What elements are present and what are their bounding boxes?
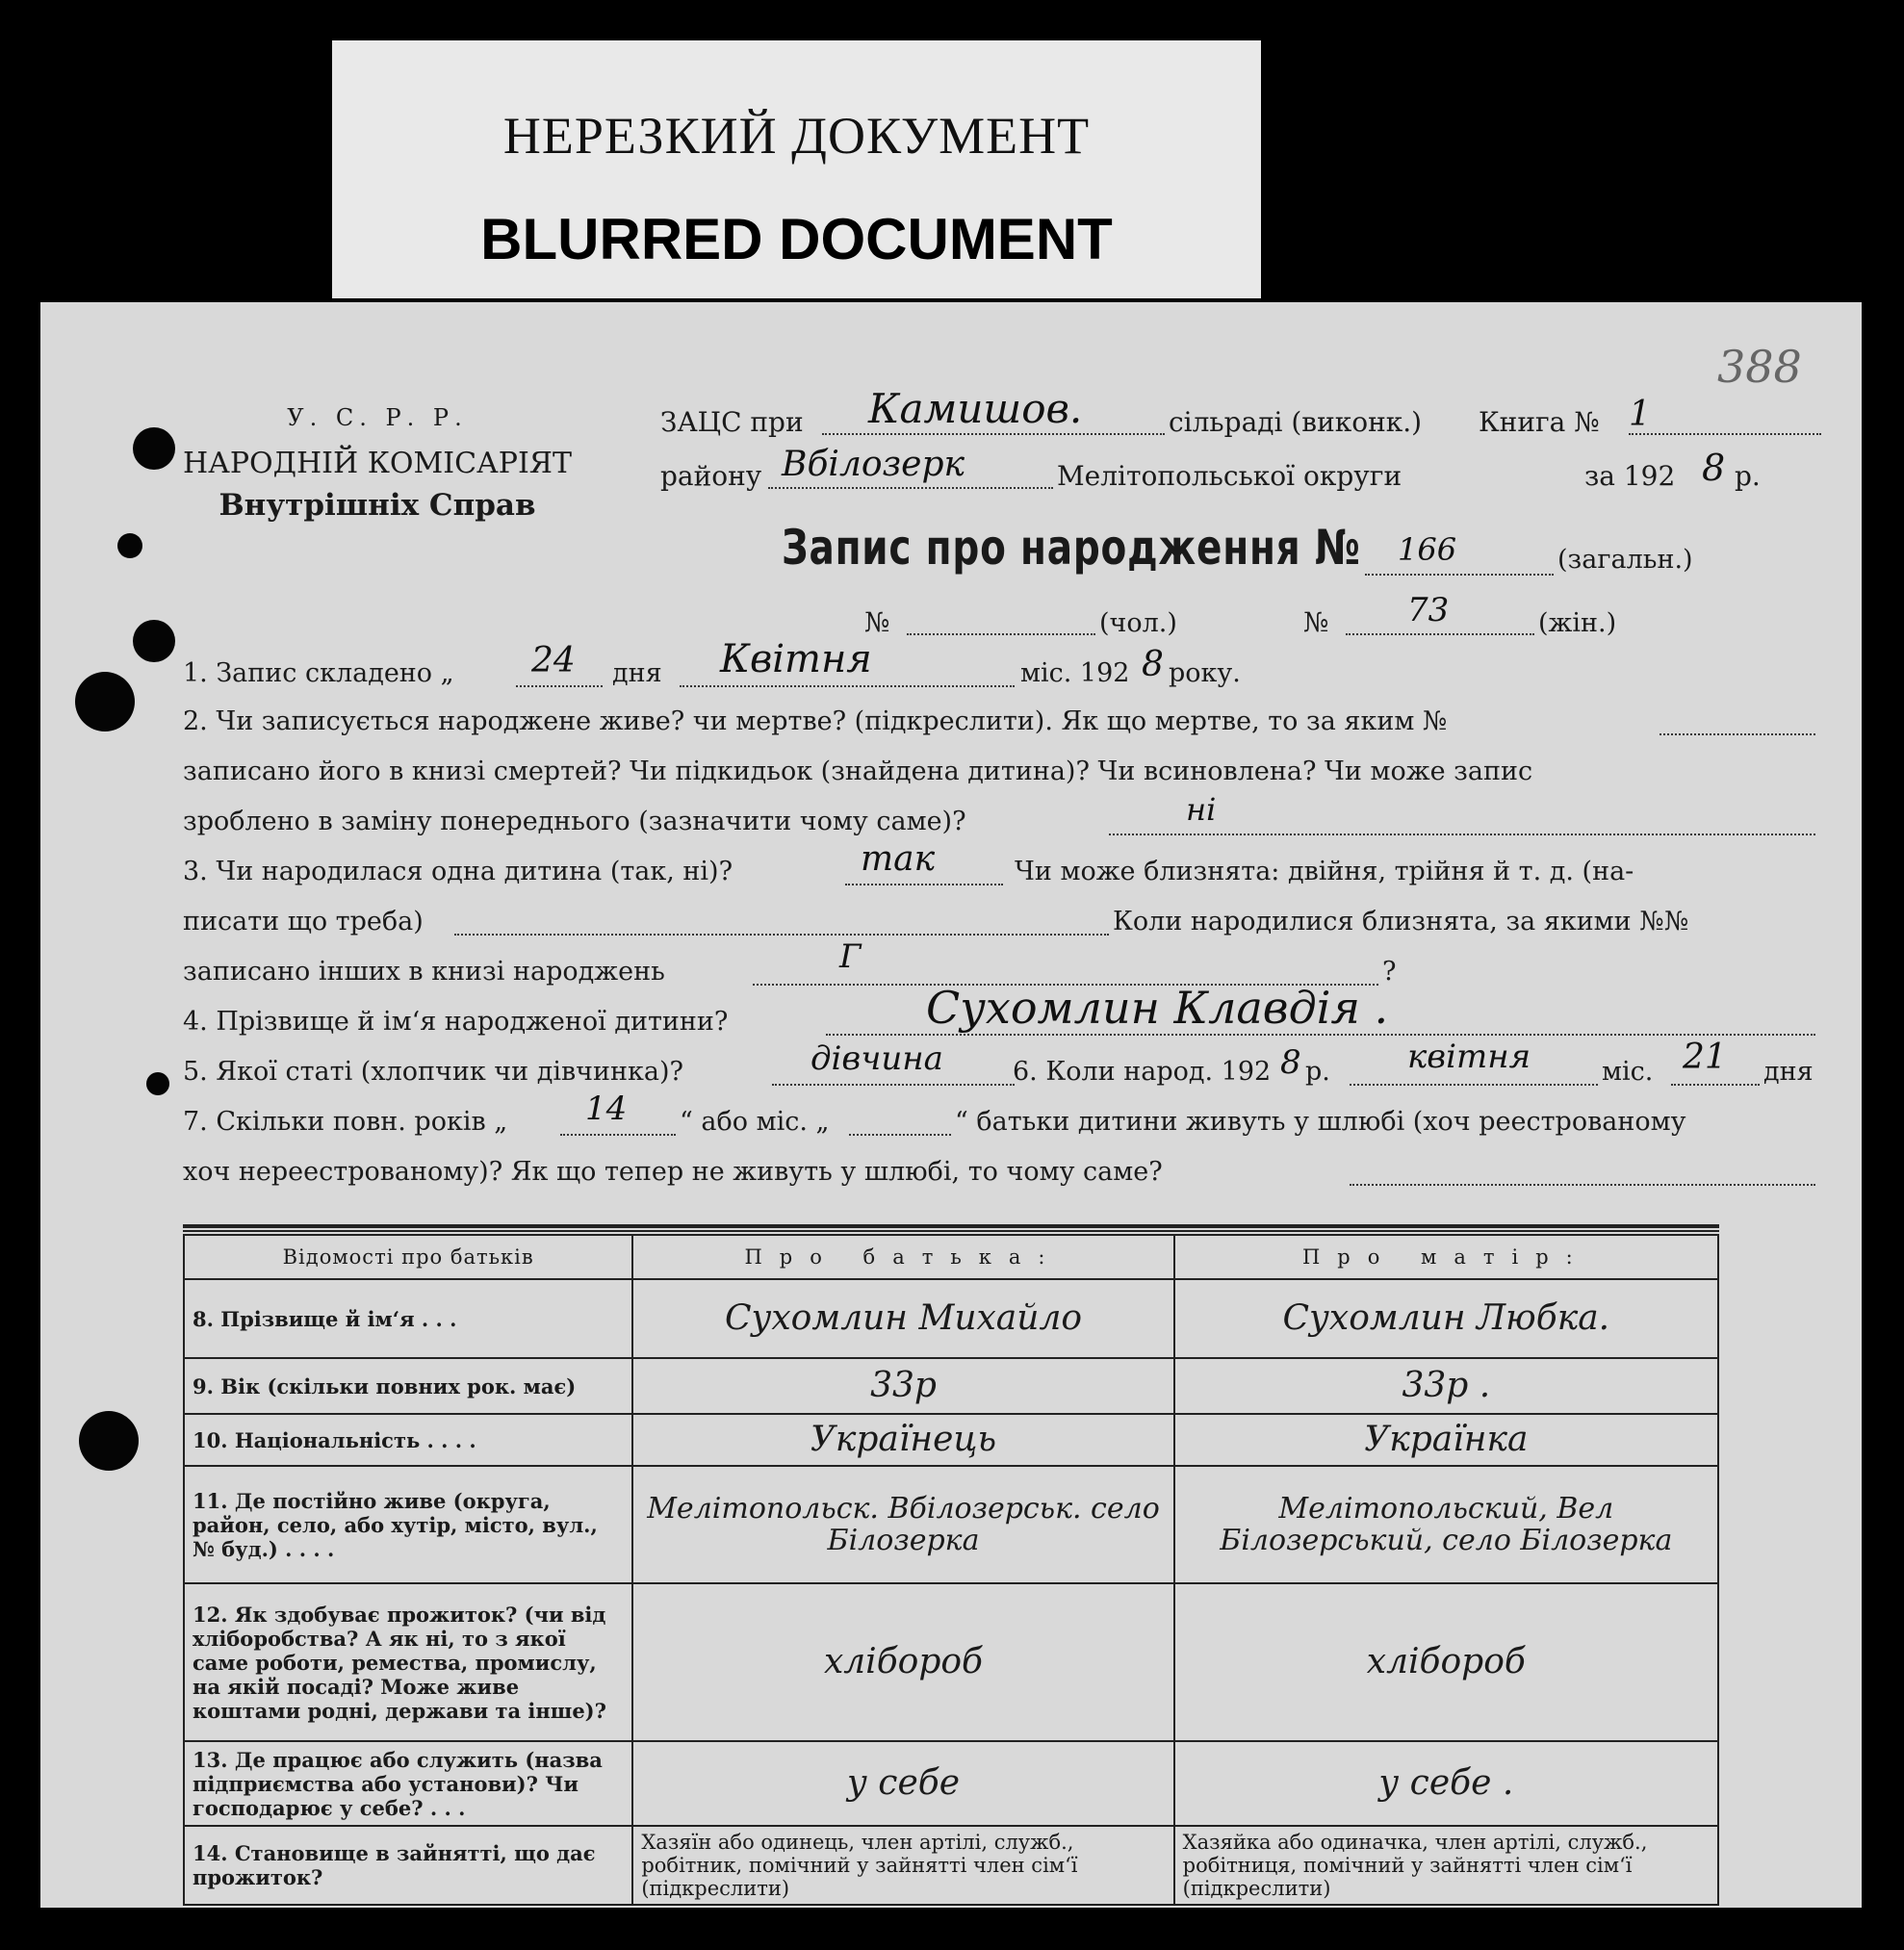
table-row [184,1414,1718,1466]
q4-answer-field [826,1034,1815,1036]
row-question: 10. Національність . . . . [184,1414,632,1466]
q5-answer-field [772,1084,1015,1086]
punch-hole [75,672,135,731]
q6-month: квітня [1407,1038,1531,1076]
row-question: 12. Як здобуває прожиток? (чи від хліборобства? А як ні, то з якої саме роботи, ремества, промислу, на якій посаді? Може живе коштами родні, держави та інше)? [184,1583,632,1741]
q4-label: 4. Прізвище й ім‘я народженої дитини? [183,1007,729,1037]
selrada-label: сільраді (виконк.) [1169,406,1423,438]
q6-dnia-label: дня [1763,1057,1814,1087]
q3-line-2a: писати що треба) [183,907,424,937]
q6-year-digit: 8 [1280,1043,1301,1082]
q3-twins-field [454,934,1109,936]
row-question: 13. Де працює або служить (назва підприємства або установи)? Чи господарює у себе? . . . [184,1741,632,1826]
q6-day: 21 [1683,1038,1727,1077]
department-label: Внутрішніх Справ [219,488,536,523]
child-name: Сухомлин Клавдія . [926,982,1389,1034]
q2-line-3: зроблено в заміну понереднього (зазначити чому саме)? [183,807,966,836]
mother-value: Мелітопольский, Вел Білозерський, село Білозерка [1174,1466,1718,1583]
q2-line-2: записано його в книзі смертей? Чи підкидьок (знайдена дитина)? Чи всиновлена? Чи може запис [183,757,1533,786]
q2-line-1: 2. Чи записується народжене живе? чи мертве? (підкреслити). Як що мертве, то за яким № [183,706,1448,736]
parents-table [183,1234,1719,1906]
selrada-field [822,433,1165,435]
q3-answer-field [845,884,1003,885]
book-value: 1 [1629,395,1651,434]
q1-day: 24 [531,641,576,680]
okruha-label: Мелітопольської округи [1057,460,1402,492]
father-value: у себе [632,1741,1173,1826]
form-title: Запис про народження № [782,520,1361,576]
q7-months-field [849,1134,951,1136]
header-father: Про батька: [632,1235,1173,1279]
year-value: 8 [1702,447,1726,489]
q6-mis-label: міс. [1602,1057,1654,1087]
male-number-field [907,633,1095,635]
q1-day-field [516,685,603,687]
table-row [184,1741,1718,1826]
q6-r-label: р. [1305,1057,1330,1087]
q6-label: 6. Коли народ. 192 [1013,1057,1272,1087]
q1-year-digit: 8 [1142,645,1164,684]
stamp-line-en: BLURRED DOCUMENT [480,207,1113,271]
q7-answer-field [1350,1184,1815,1186]
republic-label: У. С. Р. Р. [287,404,468,431]
row-question: 14. Становище в зайнятті, що дає прожиток? [184,1826,632,1905]
father-value: Сухомлин Михайло [632,1279,1173,1358]
female-number-sign: № [1303,606,1329,638]
mother-value: Сухомлин Любка. [1174,1279,1718,1358]
district-value: Вбілозерк [782,445,965,484]
archive-number: 388 [1717,341,1802,393]
q6-month-field [1350,1084,1598,1086]
q1-month-label: міс. 192 [1020,658,1130,688]
child-sex: дівчина [810,1039,943,1078]
q7-line-2: хоч нереестрованому)? Як що тепер не живуть у шлюбі, то чому саме? [183,1157,1163,1187]
q6-day-field [1671,1084,1760,1086]
father-value: Хазяїн або одинець, член артілі, служб., робітник, помічний у зайнятті член сім‘ї (підкреслити) [632,1826,1173,1905]
male-number-sign: № [864,606,890,638]
father-value: Мелітопольск. Вбілозерськ. село Білозерка [632,1466,1173,1583]
q7-line-1a: 7. Скільки повн. років „ [183,1107,508,1137]
table-row [184,1358,1718,1414]
row-question: 9. Вік (скільки повних рок. має) [184,1358,632,1414]
punch-hole [146,1072,169,1095]
q7-years-field [560,1134,676,1136]
q7-line-1b: “ або міс. „ [680,1107,830,1137]
commissariat-label: НАРОДНІЙ КОМІСАРІЯТ [182,447,573,480]
mother-value: 33р . [1174,1358,1718,1414]
father-value: хлібороб [632,1583,1173,1741]
table-header-row [184,1235,1718,1279]
table-top-rule [183,1224,1719,1232]
year-suffix: р. [1735,460,1761,492]
q3-twins-numbers-answer: Г [839,937,862,976]
selrada-value: Камишов. [868,385,1083,432]
q1-prefix: 1. Запис складено „ [183,658,454,688]
q2-answer: ні [1186,791,1217,828]
q3-answer: так [861,839,936,879]
header-mother: Про матір: [1174,1235,1718,1279]
female-number-field [1346,633,1534,635]
mother-value: у себе . [1174,1741,1718,1826]
stamp-line-ua: НЕРЕЗКИЙ ДОКУМЕНТ [502,107,1091,165]
table-row [184,1826,1718,1905]
row-question: 8. Прізвище й ім‘я . . . [184,1279,632,1358]
q3-line-3-end: ? [1382,957,1397,987]
q7-line-1c: “ батьки дитини живуть у шлюбі (хоч реестрованому [955,1107,1686,1137]
header-info: Відомості про батьків [184,1235,632,1279]
general-number-label: (загальн.) [1557,545,1693,575]
q3-line-1a: 3. Чи народилася одна дитина (так, ні)? [183,857,733,886]
district-field [768,487,1053,489]
issuer-header [156,404,599,523]
book-field [1629,433,1821,435]
mother-value: Українка [1174,1414,1718,1466]
q1-suffix: року. [1169,658,1241,688]
table-row [184,1583,1718,1741]
zags-label: ЗАЦС при [660,406,804,438]
birth-record-form [40,302,1862,1908]
general-number-field [1365,574,1554,576]
father-value: 33р [632,1358,1173,1414]
table-row [184,1279,1718,1358]
mother-value: Хазяйка або одиначка, член артілі, служб., робітниця, помічний у зайнятті член сім‘ї (підкреслити) [1174,1826,1718,1905]
q3-line-2b: Коли народилися близнята, за якими №№ [1113,907,1689,937]
mother-value: хлібороб [1174,1583,1718,1741]
blurred-document-stamp [332,40,1261,298]
district-label: району [660,460,762,492]
q2-death-number-field [1660,733,1815,735]
punch-hole [79,1411,139,1471]
q1-month: Квітня [720,637,872,681]
year-label: за 192 [1584,460,1676,492]
q7-years: 14 [585,1090,628,1128]
q3-line-3: записано інших в книзі народжень [183,957,665,987]
punch-hole [133,620,175,662]
female-number-value: 73 [1407,591,1450,629]
book-label: Книга № [1479,406,1600,438]
q1-month-field [680,685,1015,687]
q3-line-1b: Чи може близнята: двійня, трійня й т. д. (на- [1015,857,1634,886]
table-row [184,1466,1718,1583]
q2-answer-field [1109,834,1815,835]
father-value: Українець [632,1414,1173,1466]
general-number-value: 166 [1398,531,1457,568]
q5-label: 5. Якої статі (хлопчик чи дівчинка)? [183,1057,683,1087]
male-number-label: (чол.) [1099,608,1177,638]
row-question: 11. Де постійно живе (округа, район, село, або хутір, місто, вул., № буд.) . . . . [184,1466,632,1583]
female-number-label: (жін.) [1538,608,1617,638]
q1-day-label: дня [612,658,662,688]
punch-hole [117,533,142,558]
